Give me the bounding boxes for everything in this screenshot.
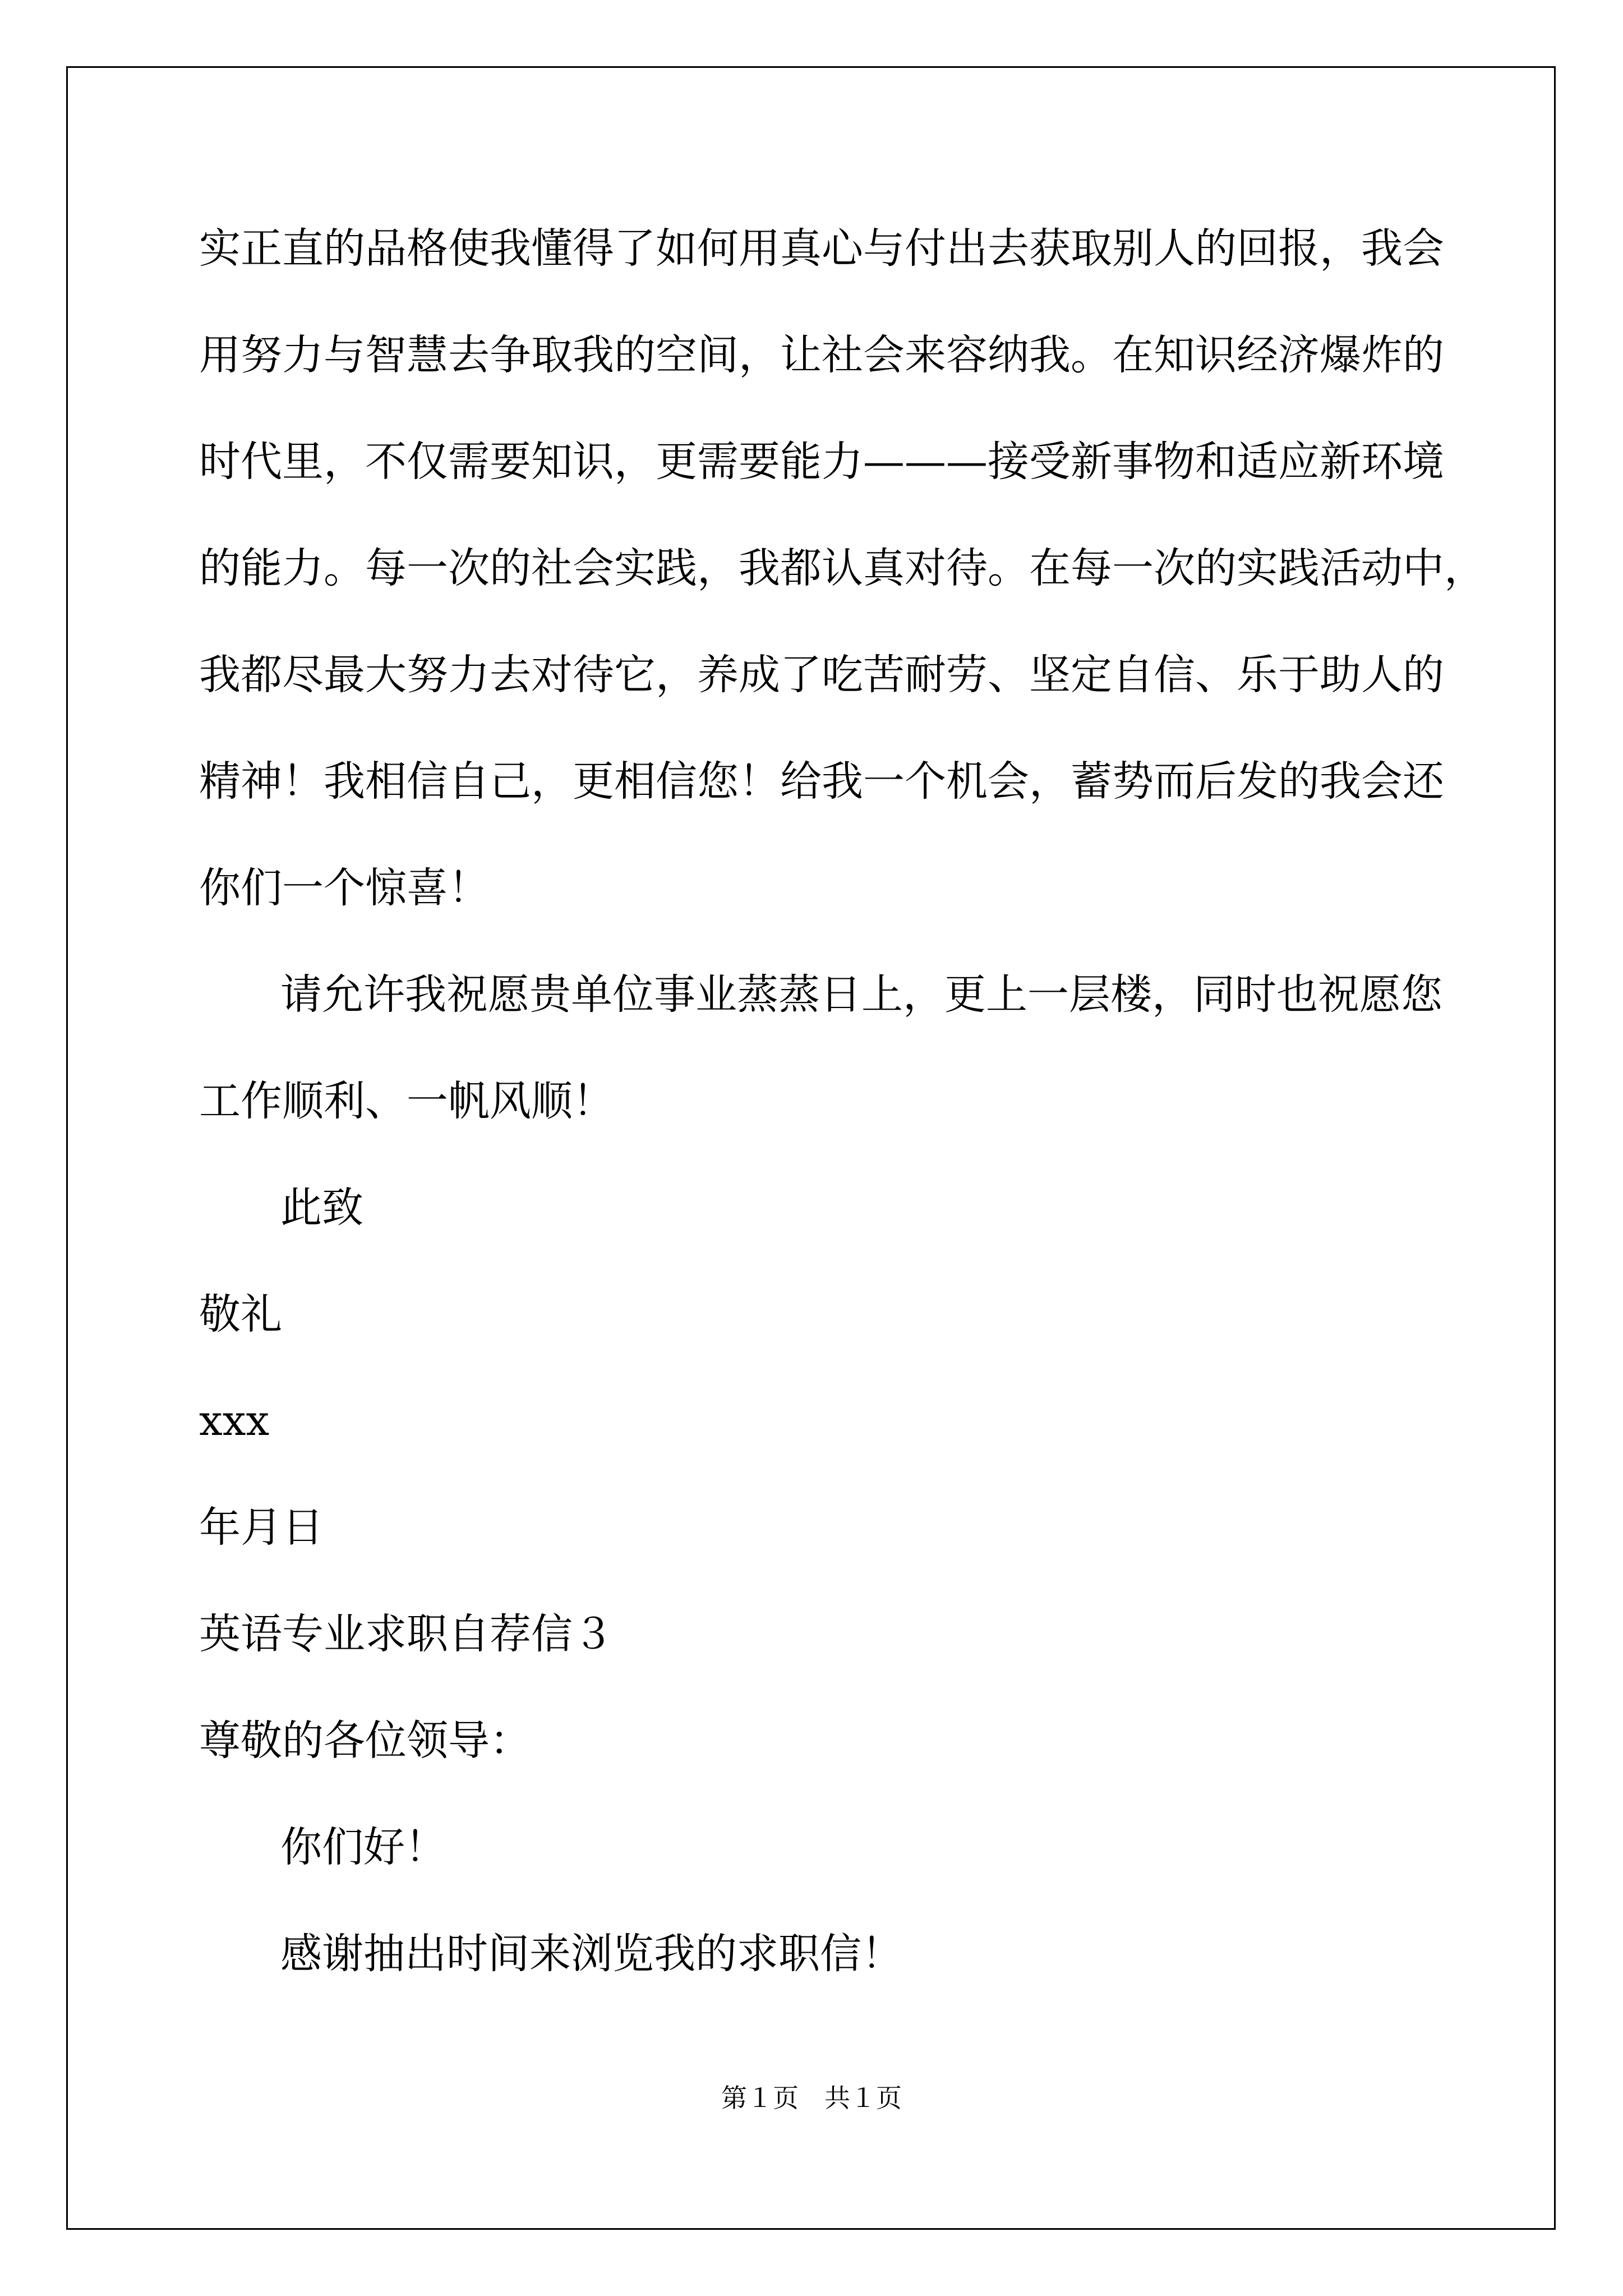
body-line: 请允许我祝愿贵单位事业蒸蒸日上，更上一层楼，同时也祝愿您 (280, 970, 1442, 1019)
body-line: 用努力与智慧去争取我的空间，让社会来容纳我。在知识经济爆炸的 (199, 331, 1444, 379)
body-line: 工作顺利、一帆风顺！ (199, 1077, 614, 1125)
section-title: 英语专业求职自荐信３ (199, 1610, 614, 1658)
body-line: 实正直的品格使我懂得了如何用真心与付出去获取别人的回报，我会 (199, 224, 1444, 273)
signature-date: 年月日 (199, 1503, 324, 1552)
body-line: 精神！我相信自己，更相信您！给我一个机会，蓄势而后发的我会还 (199, 757, 1444, 806)
closing-regards: 敬礼 (199, 1290, 282, 1338)
body-line: 的能力。每一次的社会实践，我都认真对待。在每一次的实践活动中， (199, 544, 1486, 592)
page-footer: 第１页 共１页 (721, 2083, 902, 2113)
body-line: 时代里，不仅需要知识，更需要能力———接受新事物和适应新环境 (199, 438, 1444, 486)
body-line: 我都尽最大努力去对待它，养成了吃苦耐劳、坚定自信、乐于助人的 (199, 651, 1444, 699)
body-line: 你们一个惊喜！ (199, 864, 490, 912)
page-border (66, 66, 1556, 2230)
signature-name: xxx (199, 1397, 270, 1445)
closing-salutation: 此致 (280, 1184, 363, 1232)
body-line: 感谢抽出时间来浏览我的求职信！ (280, 1930, 903, 1978)
greeting: 尊敬的各位领导： (199, 1717, 531, 1765)
body-line: 你们好！ (280, 1823, 446, 1871)
